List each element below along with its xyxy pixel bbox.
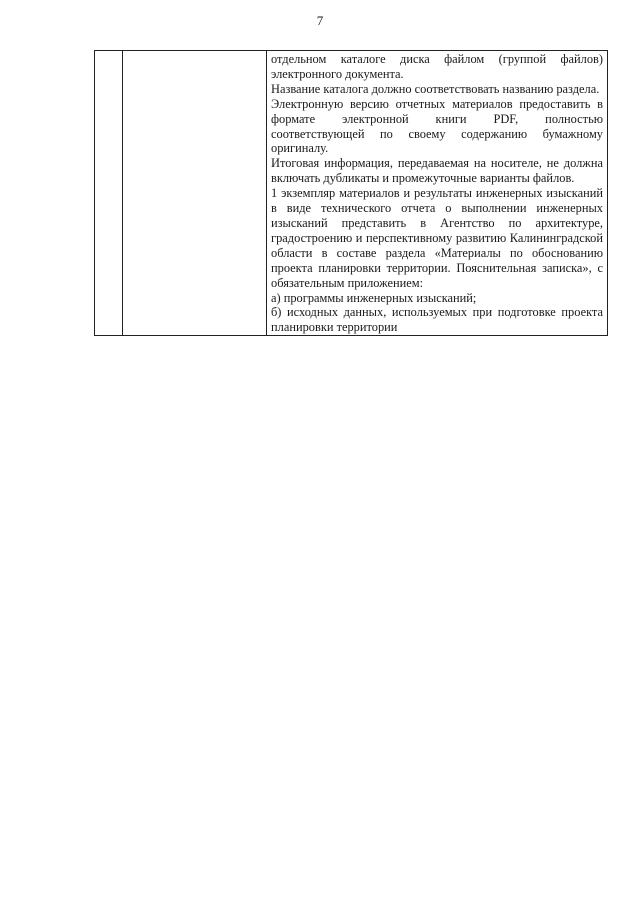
paragraph: отдельном каталоге диска файлом (группой файлов) электронного документа. xyxy=(271,52,603,81)
table-cell-name xyxy=(123,51,267,336)
table-cell-number xyxy=(95,51,123,336)
list-item: а) программы инженерных изысканий; xyxy=(271,290,477,305)
paragraph: 1 экземпляр материалов и результаты инженерных изысканий в виде технического отчета о выполнении инженерных изысканий представить в Агентство по архитектуре, градостроению и перспективному развитию Калининградской области в составе раздела «Материалы по обоснованию проекта планировки территории. Пояснительная записка», с обязательным приложением: xyxy=(271,186,603,290)
paragraph: Электронную версию отчетных материалов предоставить в формате электронной книги PDF, полностью соответствующей по своему содержанию бумажному оригиналу. xyxy=(271,96,603,156)
table-cell-content xyxy=(267,51,608,336)
page-number: 7 xyxy=(316,13,324,28)
cell-content-text xyxy=(267,51,607,335)
requirements-table xyxy=(94,50,608,336)
paragraph: Название каталога должно соответствовать названию раздела. xyxy=(271,81,600,96)
table-row xyxy=(95,51,608,336)
list-item: б) исходных данных, используемых при подготовке проекта планировки территории xyxy=(271,305,603,335)
paragraph: Итоговая информация, передаваемая на носителе, не должна включать дубликаты и промежуточные варианты файлов. xyxy=(271,156,603,186)
